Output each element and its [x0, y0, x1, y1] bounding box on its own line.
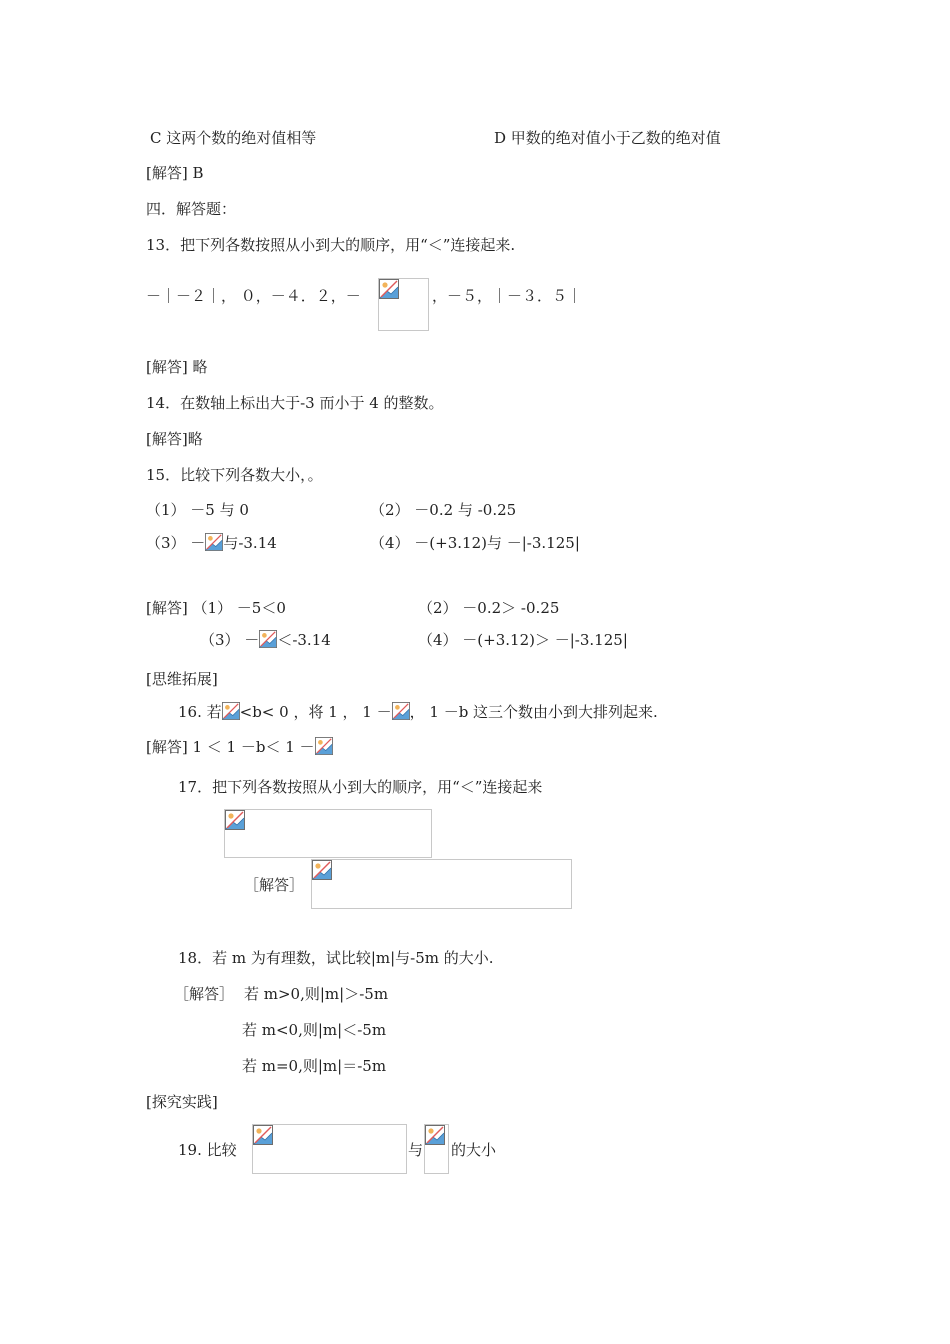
question-14: 14．在数轴上标出大于-3 而小于 4 的整数。 [146, 394, 444, 412]
answer-16: [解答] 1 ＜ 1 －b＜ 1 － [146, 737, 333, 757]
question-15: 15．比较下列各数大小，。 [146, 466, 323, 484]
q13-numbers-part1: －｜－２｜， ０，－４．２，－ [146, 287, 361, 305]
answer-18-case-1: 若 m>0,则|m|＞-5m [244, 985, 389, 1003]
answer-13: [解答] 略 [146, 358, 208, 376]
fraction-image [205, 533, 223, 551]
question-17: 17．把下列各数按照从小到大的顺序，用“＜”连接起来 [178, 778, 543, 796]
broken-image-icon [392, 702, 410, 720]
broken-image-icon [205, 533, 223, 551]
question-13: 13．把下列各数按照从小到大的顺序，用“＜”连接起来. [146, 236, 516, 254]
question-19-part3: 的大小 [451, 1141, 497, 1159]
answer-15-2: （2） －0.2＞ -0.25 [418, 599, 560, 617]
formula-image [224, 809, 432, 858]
broken-image-icon [259, 630, 277, 648]
answer-14: [解答]略 [146, 430, 203, 448]
answer-15-3: （3） － ＜-3.14 [200, 631, 331, 649]
answer-image [311, 859, 572, 909]
q15-item-1: （1） －5 与 0 [146, 501, 249, 519]
answer-18-case-2: 若 m<0,则|m|＜-5m [242, 1021, 387, 1039]
answer-12: [解答] B [146, 164, 204, 182]
variable-image [315, 737, 333, 755]
question-18: 18．若 m 为有理数，试比较|m|与-5m 的大小. [178, 949, 494, 967]
q15-item-4: （4） －(+3.12)与 －|-3.125| [370, 534, 580, 552]
broken-image-icon [222, 702, 240, 720]
option-c: C 这两个数的绝对值相等 [150, 129, 317, 147]
answer-18-case-3: 若 m=0,则|m|＝-5m [242, 1057, 387, 1075]
broken-image-icon [312, 860, 332, 880]
question-19-part1: 19. 比较 [178, 1141, 237, 1159]
section-title-4: 四．解答题： [146, 200, 237, 218]
section-thinking: [思维拓展] [146, 670, 218, 688]
broken-image-icon [253, 1125, 273, 1145]
answer-15-1: [解答] （1） －5＜0 [146, 599, 286, 617]
answer-18-label: ［解答］ [174, 985, 235, 1003]
section-practice: [探究实践] [146, 1093, 218, 1111]
variable-image [392, 702, 410, 720]
q13-numbers-part2: ，－５，｜－３．５｜ [432, 287, 583, 305]
broken-image-icon [425, 1125, 445, 1145]
broken-image-icon [225, 810, 245, 830]
broken-image-icon [315, 737, 333, 755]
question-16: 16. 若 <b< 0 ，将 1 ， 1 － ， 1 －b 这三个数由小到大排列起来. [178, 703, 658, 721]
q15-item-2: （2） －0.2 与 -0.25 [370, 501, 517, 519]
question-19-part2: 与 [408, 1141, 424, 1159]
variable-image [222, 702, 240, 720]
answer-15-4: （4） －(+3.12)＞ －|-3.125| [418, 631, 628, 649]
fraction-image [259, 630, 277, 648]
answer-17-label: ［解答］ [244, 876, 305, 894]
option-d: D 甲数的绝对值小于乙数的绝对值 [494, 129, 721, 147]
q15-item-3: （3） － 与-3.14 [146, 534, 277, 552]
formula-image [424, 1124, 449, 1174]
formula-image [378, 278, 429, 331]
broken-image-icon [379, 279, 399, 299]
formula-image [252, 1124, 407, 1174]
